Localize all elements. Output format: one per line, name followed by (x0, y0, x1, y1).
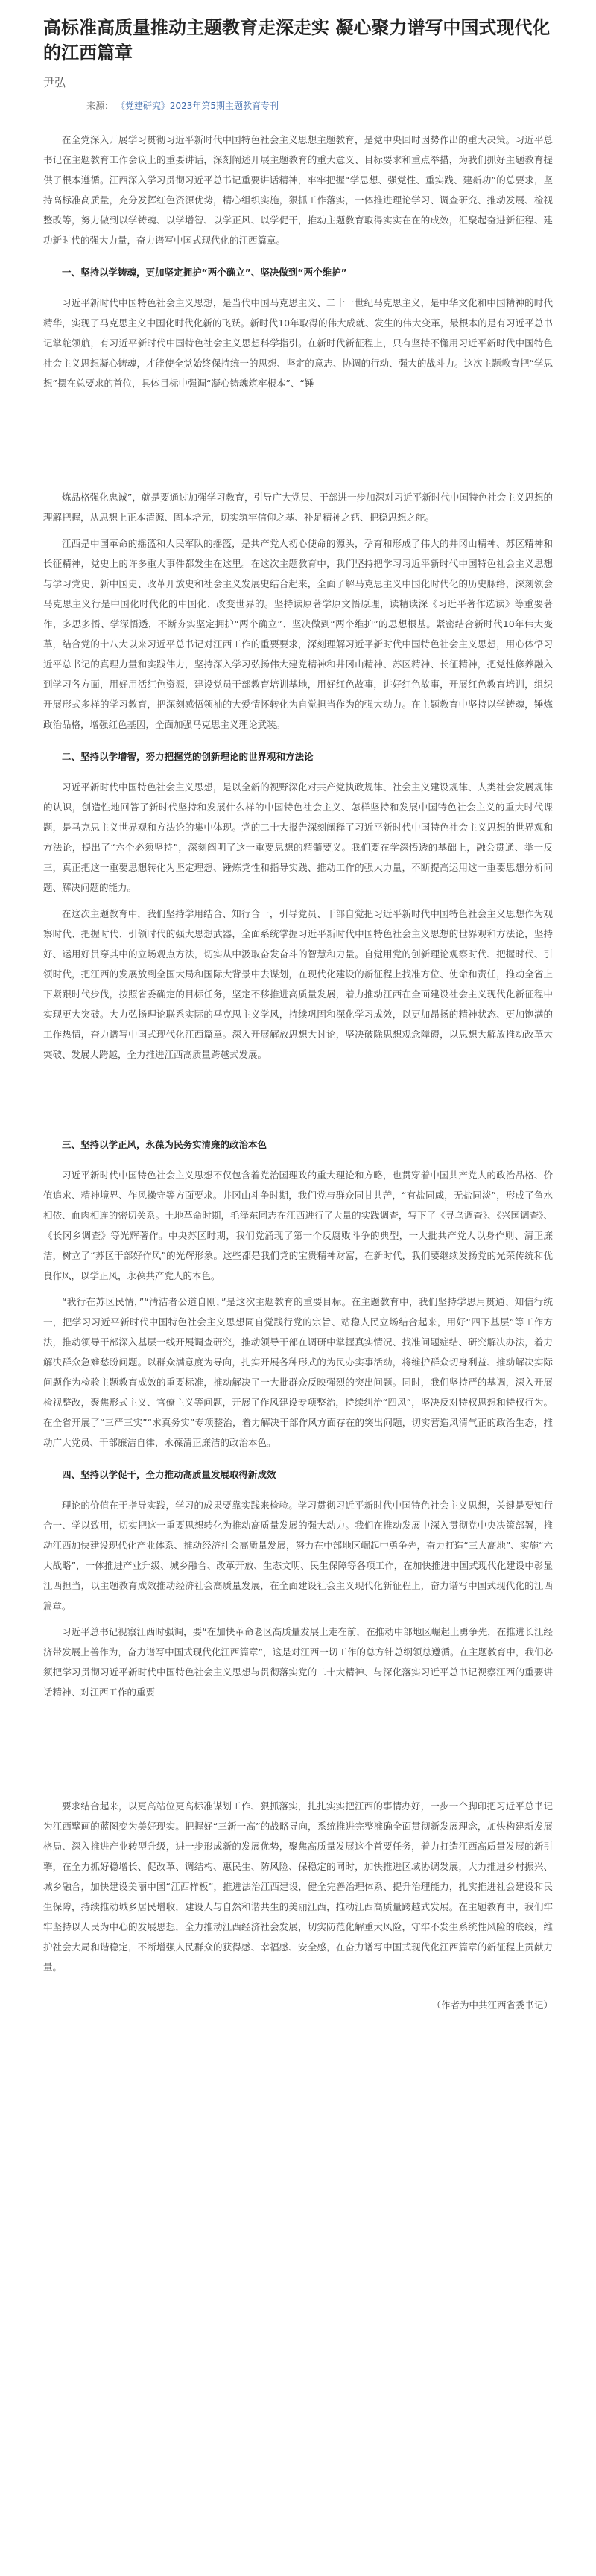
article-title: 高标准高质量推动主题教育走深走实 凝心聚力谱写中国式现代化的江西篇章 (43, 17, 551, 63)
paragraph: 习近平总书记视察江西时强调，要“在加快革命老区高质量发展上走在前，在推动中部地区崛起上勇争先，在推进长江经济带发展上善作为，奋力谱写中国式现代化江西篇章”，这是对江西一切工作的总方针总纲领总遵循。在主题教育中，我们必须把学习贯彻习近平新时代中国特色社会主义思想与贯彻落实党的二十大精神、与深化落实习近平总书记视察江西的重要讲话精神、对江西工作的重要 (43, 1626, 553, 1698)
paragraph: 江西是中国革命的摇篮和人民军队的摇篮，是共产党人初心使命的源头，孕育和形成了伟大的井冈山精神、苏区精神和长征精神，党史上的许多重大事件都发生在这里。在这次主题教育中，我们坚持把学习习近平新时代中国特色社会主义思想与学习党史、新中国史、改革开放史和社会主义发展史结合起来，全面了解马克思主义中国化时代化的历史脉络，深刻领会马克思主义行是中国化时代化的中国化、改变世界的。坚持读原著学原文悟原理，读精读深《习近平著作选读》等重要著作，多思多悟、学深悟透，不断夯实坚定拥护“两个确立”、坚决做到“两个维护”的思想根基。紧密结合新时代10年伟大变革，结合党的十八大以来习近平总书记对江西工作的重要要求，深刻理解习近平新时代中国特色社会主义思想，用心体悟习近平总书记的真理力量和实践伟力，坚持深入学习弘扬伟大建党精神和井冈山精神、苏区精神、长征精神，把党性修养融入到学习各方面，用好用活红色资源，建设党员干部教育培训基地，用好红色故事，讲好红色故事，开展红色教育培训，组织开展形式多样的学习教育，把深刻感悟领袖的大爱情怀转化为自觉担当作为的强大动力。在主题教育中坚持以学铸魂，锤炼政治品格，增强红色基因，全面加强马克思主义理论武装。 (43, 538, 553, 730)
paragraph: “我行在苏区民情，”“清洁者公道自刚，”是这次主题教育的重要目标。在主题教育中，我们坚持学思用贯通、知信行统一，把学习习近平新时代中国特色社会主义思想同自觉践行党的宗旨、站稳人民立场结合起来，用好“四下基层”等工作方法，推动领导干部深入基层一线开展调查研究，推动领导干部在调研中掌握真实情况、找准问题症结、研究解决办法，着力解决群众急难愁盼问题。以群众满意度为导向，扎实开展各种形式的为民办实事活动，将维护群众切身利益、推动解决实际问题作为检验主题教育成效的重要标准，推动解决了一大批群众反映强烈的突出问题。同时，我们坚持严的基调，深入开展检视整改，聚焦形式主义、官僚主义等问题，开展了作风建设专项整治，持续纠治“四风”，坚决反对特权思想和特权行为。在全省开展了“三严三实”“求真务实”专项整治，着力解决干部作风方面存在的突出问题，切实营造风清气正的政治生态，推动广大党员、干部廉洁自律，永葆清正廉洁的政治本色。 (43, 1296, 553, 1448)
author-name: 尹弘 (43, 76, 66, 89)
paragraph: 习近平新时代中国特色社会主义思想，是当代中国马克思主义、二十一世纪马克思主义，是中华文化和中国精神的时代精华，实现了马克思主义中国化时代化新的飞跃。新时代10年取得的伟大成就、发生的伟大变革，最根本的是有习近平总书记掌舵领航，有习近平新时代中国特色社会主义思想科学指引。在新时代新征程上，只有坚持不懈用习近平新时代中国特色社会主义思想凝心铸魂，才能使全党始终保持统一的思想、坚定的意志、协调的行动、强大的战斗力。这次主题教育把“学思想”摆在总要求的首位，具体目标中强调“凝心铸魂筑牢根本”、“锤 (43, 297, 553, 389)
section-heading-4: 四、坚持以学促干，全力推动高质量发展取得新成效 (62, 1469, 276, 1480)
section-heading-1: 一、坚持以学铸魂，更加坚定拥护“两个确立”、坚决做到“两个维护” (62, 267, 347, 278)
page-break-gap (43, 1070, 553, 1123)
paragraph: 炼品格强化忠诚”，就是要通过加强学习教育，引导广大党员、干部进一步加深对习近平新时代中国特色社会主义思想的理解把握，从思想上正本清源、固本培元，切实筑牢信仰之基、补足精神之钙、把稳思想之舵。 (43, 492, 553, 523)
section-heading-3: 三、坚持以学正风，永葆为民务实清廉的政治本色 (62, 1139, 267, 1150)
page-break-gap (43, 1708, 553, 1796)
paragraph-intro: 在全党深入开展学习贯彻习近平新时代中国特色社会主义思想主题教育，是党中央回时因势作出的重大决策。习近平总书记在主题教育工作会议上的重要讲话，深刻阐述开展主题教育的重大意义、目标要求和重点举措，为我们抓好主题教育提供了根本遵循。江西深入学习贯彻习近平总书记重要讲话精神，牢牢把握“学思想、强党性、重实践、建新功”的总要求，坚持高标准高质量，充分发挥红色资源优势，精心组织实施，狠抓工作落实，一体推进理论学习、调查研究、推动发展、检视整改等，努力做到以学铸魂、以学增智、以学正风、以学促干，推动主题教育取得实实在在的成效，汇聚起奋进新征程、建功新时代的强大力量，奋力谱写中国式现代化的江西篇章。 (43, 134, 553, 246)
page-break-gap (43, 399, 553, 487)
paragraph: 习近平新时代中国特色社会主义思想，是以全新的视野深化对共产党执政规律、社会主义建设规律、人类社会发展规律的认识，创造性地回答了新时代坚持和发展什么样的中国特色社会主义、怎样坚持和发展中国特色社会主义的重大时代课题，是马克思主义世界观和方法论的集中体现。党的二十大报告深刻阐释了习近平新时代中国特色社会主义思想的世界观和方法论，提出了“六个必须坚持”，深刻阐明了这一重要思想的精髓要义。我们要在学深悟透的基础上，融会贯通、举一反三，真正把这一重要思想转化为坚定理想、锤炼党性和指导实践、推动工作的强大力量，不断提高运用这一重要思想分析问题、解决问题的能力。 (43, 781, 553, 893)
article-source (43, 99, 553, 112)
source-label: 来源： (86, 101, 114, 111)
section-heading-2: 二、坚持以学增智，努力把握党的创新理论的世界观和方法论 (62, 751, 314, 762)
article-body (43, 130, 553, 1977)
paragraph: 习近平新时代中国特色社会主义思想不仅包含着党治国理政的重大理论和方略，也贯穿着中国共产党人的政治品格、价值追求、精神境界、作风操守等方面要求。井冈山斗争时期，我们党与群众同甘共苦，“有盐同咸，无盐同淡”，形成了鱼水相依、血肉相连的密切关系。土地革命时期，毛泽东同志在江西进行了大量的实践调查，写下了《寻乌调查》、《兴国调查》、《长冈乡调查》等光辉著作。中央苏区时期，我们党涌现了第一个反腐败斗争的典型，一大批共产党人以身作则、清正廉洁，树立了“苏区干部好作风”的光辉形象。这些都是我们党的宝贵精神财富，在新时代，我们要继续发扬党的光荣传统和优良作风，以学正风，永葆共产党人的本色。 (43, 1170, 553, 1281)
source-link[interactable]: 《党建研究》2023年第5期主题教育专刊 (115, 101, 279, 111)
paragraph: 要求结合起来，以更高站位更高标准谋划工作、狠抓落实，扎扎实实把江西的事情办好，一步一个脚印把习近平总书记为江西擘画的蓝图变为美好现实。把握好“三新一高”的战略导向，系统推进完整准确全面贯彻新发展理念，加快构建新发展格局、深入推进产业转型升级，进一步形成新的发展优势，聚焦高质量发展这个首要任务，着力打造江西高质量发展的新引擎，在全力抓好稳增长、促改革、调结构、惠民生、防风险、保稳定的同时，加快推进区域协调发展，大力推进乡村振兴、城乡融合，加快建设美丽中国“江西样板”，推进法治江西建设，健全完善治理体系、提升治理能力，扎实推进社会建设和民生保障，持续推动城乡居民增收，建设人与自然和谐共生的美丽江西，推动江西高质量跨越式发展。在主题教育中，我们牢牢坚持以人民为中心的发展思想，全力推动江西经济社会发展，切实防范化解重大风险，守牢不发生系统性风险的底线，维护社会大局和谐稳定，不断增强人民群众的获得感、幸福感、安全感，在奋力谱写中国式现代化江西篇章的新征程上贡献力量。 (43, 1801, 553, 1973)
paragraph: 在这次主题教育中，我们坚持学用结合、知行合一，引导党员、干部自觉把习近平新时代中国特色社会主义思想作为观察时代、把握时代、引领时代的强大思想武器，全面系统掌握习近平新时代中国特色社会主义思想的世界观和方法论，坚持好、运用好贯穿其中的立场观点方法，切实从中汲取奋发奋斗的智慧和力量。自觉用党的创新理论观察时代、把握时代、引领时代，把江西的发展放到全国大局和国际大背景中去谋划，在现代化建设的新征程上找准方位、使命和责任，推动全省上下紧跟时代步伐，按照省委确定的目标任务，坚定不移推进高质量发展，着力推动江西在全面建设社会主义现代化新征程中实现更大突破。大力弘扬理论联系实际的马克思主义学风，持续巩固和深化学习成效，以更加昂扬的精神状态、更加饱满的工作热情，奋力谱写中国式现代化江西篇章。深入开展解放思想大讨论，坚决破除思想观念障碍，以思想大解放推动改革大突破、发展大跨越，全力推进江西高质量跨越式发展。 (43, 908, 553, 1060)
paragraph: 理论的价值在于指导实践，学习的成果要靠实践来检验。学习贯彻习近平新时代中国特色社会主义思想，关键是要知行合一、学以致用，切实把这一重要思想转化为推动高质量发展的强大动力。我们在推动发展中深入贯彻党中央决策部署，推动江西加快建设现代化产业体系、推动经济社会高质量发展，努力在中部地区崛起中勇争先，奋力打造“三大高地”、实施“六大战略”，一体推进产业升级、城乡融合、改革开放、生态文明、民生保障等各项工作，在加快推进中国式现代化建设中彰显江西担当，以主题教育成效推动经济社会高质量发展，在全面建设社会主义现代化新征程上，奋力谱写中国式现代化的江西篇章。 (43, 1500, 553, 1611)
author-note: （作者为中共江西省委书记） (431, 1999, 553, 2011)
